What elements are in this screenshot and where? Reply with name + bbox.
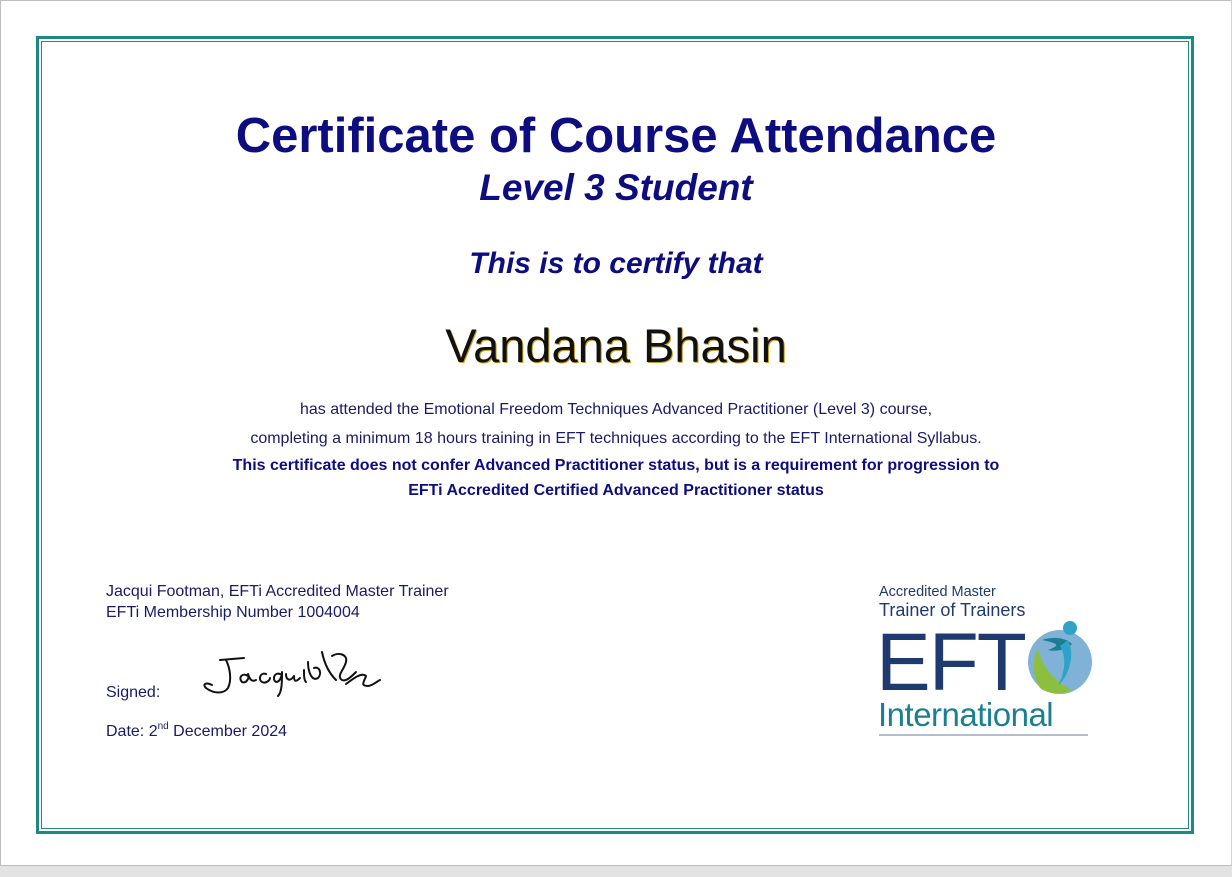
recipient-name: Vandana Bhasin	[445, 319, 787, 372]
eft-international-logo	[876, 580, 1096, 740]
signed-label: Signed:	[106, 684, 161, 701]
status-note-line-1: This certificate does not confer Advanced Practitioner status, but is a requirement for progression to	[232, 457, 1000, 474]
date-rest: December 2024	[168, 723, 288, 740]
signature-image	[196, 642, 386, 704]
trainer-name: Jacqui Footman, EFTi Accredited Master Trainer	[106, 583, 449, 600]
window-bottom-strip	[0, 866, 1232, 877]
issue-date	[106, 722, 287, 742]
logo-trainer-text: Trainer of Trainers	[879, 600, 1026, 620]
status-note-line-2: EFTi Accredited Certified Advanced Practitioner status	[408, 482, 824, 499]
figure-in-circle-icon	[1028, 621, 1092, 694]
logo-accredited-text: Accredited Master	[879, 584, 996, 600]
course-description-line-2: completing a minimum 18 hours training in EFT techniques according to the EFT International Syllabus.	[250, 430, 982, 447]
course-description-line-1: has attended the Emotional Freedom Techniques Advanced Practitioner (Level 3) course,	[299, 401, 933, 418]
date-ordinal-suffix: nd	[157, 721, 169, 732]
certificate-subtitle: Level 3 Student	[479, 167, 753, 208]
date-prefix: Date: 2	[106, 723, 158, 740]
trainer-membership-number: EFTi Membership Number 1004004	[106, 604, 360, 621]
logo-international-text: International	[878, 696, 1054, 733]
certificate-title: Certificate of Course Attendance	[235, 109, 997, 163]
logo-eft-text: EFT	[876, 617, 1025, 708]
certify-statement: This is to certify that	[469, 247, 763, 280]
